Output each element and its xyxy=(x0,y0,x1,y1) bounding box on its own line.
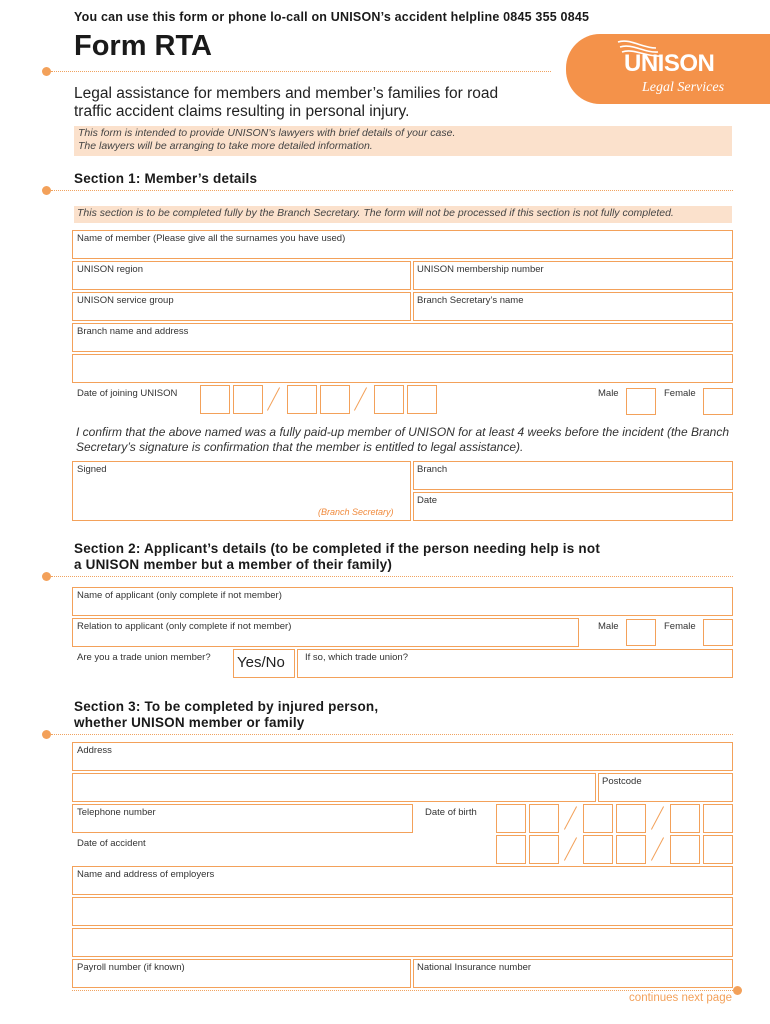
address-field[interactable] xyxy=(72,742,733,771)
section-1-title: Section 1: Member’s details xyxy=(74,171,258,186)
date-separator xyxy=(564,806,577,829)
branch-label: Branch xyxy=(417,464,448,475)
section-2-title-line-1: Section 2: Applicant’s details (to be completed if the person needing help is not xyxy=(74,541,601,556)
employers-field-2[interactable] xyxy=(72,897,733,926)
dob-digit[interactable] xyxy=(616,804,646,833)
applicant-female-label: Female xyxy=(664,621,696,632)
divider xyxy=(51,734,733,735)
branch-field[interactable] xyxy=(413,461,733,490)
date-separator xyxy=(651,806,664,829)
applicant-male-checkbox[interactable] xyxy=(626,619,656,646)
payroll-label: Payroll number (if known) xyxy=(77,962,185,973)
divider xyxy=(51,190,733,191)
intro-note xyxy=(74,126,732,156)
date-separator xyxy=(564,837,577,860)
section-bullet xyxy=(42,730,51,739)
logo-wordmark: UNISON xyxy=(624,50,715,77)
membership-number-label: UNISON membership number xyxy=(417,264,544,275)
trade-union-question: Are you a trade union member? xyxy=(77,652,211,663)
branch-secretary-caption: (Branch Secretary) xyxy=(318,507,394,517)
date-label: Date xyxy=(417,495,438,506)
female-checkbox[interactable] xyxy=(703,388,733,415)
relation-label: Relation to applicant (only complete if not member) xyxy=(77,621,292,632)
accident-date-digit[interactable] xyxy=(616,835,646,864)
joining-date-digit[interactable] xyxy=(233,385,263,414)
form-title: Form RTA xyxy=(74,30,213,62)
section-3-title-line-2: whether UNISON member or family xyxy=(74,715,305,730)
intro-note-line-1: This form is intended to provide UNISON’s lawyers with brief details of your case. xyxy=(78,127,456,139)
section-bullet xyxy=(733,986,742,995)
address-label: Address xyxy=(77,745,112,756)
divider xyxy=(51,576,733,577)
section-2-title-line-2: a UNISON member but a member of their family) xyxy=(74,557,393,572)
accident-date-digit[interactable] xyxy=(583,835,613,864)
section-2-title xyxy=(74,541,600,573)
footer-divider xyxy=(72,990,733,991)
section-1-note: This section is to be completed fully by the Branch Secretary. The form will not be processed if this section is not fully completed. xyxy=(74,206,732,223)
logo-subtitle: Legal Services xyxy=(642,80,725,95)
dob-label: Date of birth xyxy=(425,807,477,818)
divider xyxy=(51,71,551,72)
joining-date-digit[interactable] xyxy=(320,385,350,414)
which-union-label: If so, which trade union? xyxy=(305,652,408,663)
form-subtitle: Legal assistance for members and member’s families for road traffic accident claims resulting in personal injury. xyxy=(74,85,499,120)
accident-date-digit[interactable] xyxy=(703,835,733,864)
applicant-female-checkbox[interactable] xyxy=(703,619,733,646)
joining-date-digit[interactable] xyxy=(200,385,230,414)
signed-label: Signed xyxy=(77,464,107,475)
accident-date-digit[interactable] xyxy=(496,835,526,864)
section-bullet xyxy=(42,572,51,581)
helpline-text: You can use this form or phone lo-call on UNISON’s accident helpline 0845 355 0845 xyxy=(74,10,590,24)
section-3-title xyxy=(74,699,378,731)
branch-address-field-2[interactable] xyxy=(72,354,733,383)
joining-date-digit[interactable] xyxy=(374,385,404,414)
unison-logo xyxy=(566,34,770,104)
dob-digit[interactable] xyxy=(583,804,613,833)
date-separator xyxy=(651,837,664,860)
intro-note-line-2: The lawyers will be arranging to take more detailed information. xyxy=(78,140,373,152)
accident-date-label: Date of accident xyxy=(77,838,146,849)
ni-number-label: National Insurance number xyxy=(417,962,532,973)
applicant-male-label: Male xyxy=(598,621,619,632)
telephone-label: Telephone number xyxy=(77,807,156,818)
section-3-title-line-1: Section 3: To be completed by injured person, xyxy=(74,699,379,714)
section-bullet xyxy=(42,67,51,76)
postcode-label: Postcode xyxy=(602,776,642,787)
employers-label: Name and address of employers xyxy=(77,869,215,880)
branch-secretary-name-label: Branch Secretary’s name xyxy=(417,295,524,306)
dob-digit[interactable] xyxy=(529,804,559,833)
continues-next-page: continues next page xyxy=(629,992,732,1004)
male-label: Male xyxy=(598,388,619,399)
accident-date-digit[interactable] xyxy=(670,835,700,864)
branch-address-label: Branch name and address xyxy=(77,326,189,337)
employers-field-3[interactable] xyxy=(72,928,733,957)
dob-digit[interactable] xyxy=(496,804,526,833)
yes-no-option[interactable]: Yes/No xyxy=(237,654,285,671)
date-separator xyxy=(354,387,367,410)
dob-digit[interactable] xyxy=(670,804,700,833)
accident-date-digit[interactable] xyxy=(529,835,559,864)
male-checkbox[interactable] xyxy=(626,388,656,415)
joining-date-digit[interactable] xyxy=(407,385,437,414)
applicant-name-label: Name of applicant (only complete if not member) xyxy=(77,590,282,601)
section-bullet xyxy=(42,186,51,195)
joining-date-digit[interactable] xyxy=(287,385,317,414)
service-group-label: UNISON service group xyxy=(77,295,174,306)
region-label: UNISON region xyxy=(77,264,143,275)
female-label: Female xyxy=(664,388,696,399)
confirmation-statement: I confirm that the above named was a fully paid-up member of UNISON for at least 4 weeks before the incident (the Branch Secretary’s signature is confirmation that the member is entitled to legal assistance). xyxy=(76,425,729,454)
joining-date-label: Date of joining UNISON xyxy=(77,388,178,399)
member-name-label: Name of member (Please give all the surnames you have used) xyxy=(77,233,346,244)
dob-digit[interactable] xyxy=(703,804,733,833)
date-separator xyxy=(267,387,280,410)
address-field-2[interactable] xyxy=(72,773,596,802)
date-field[interactable] xyxy=(413,492,733,521)
